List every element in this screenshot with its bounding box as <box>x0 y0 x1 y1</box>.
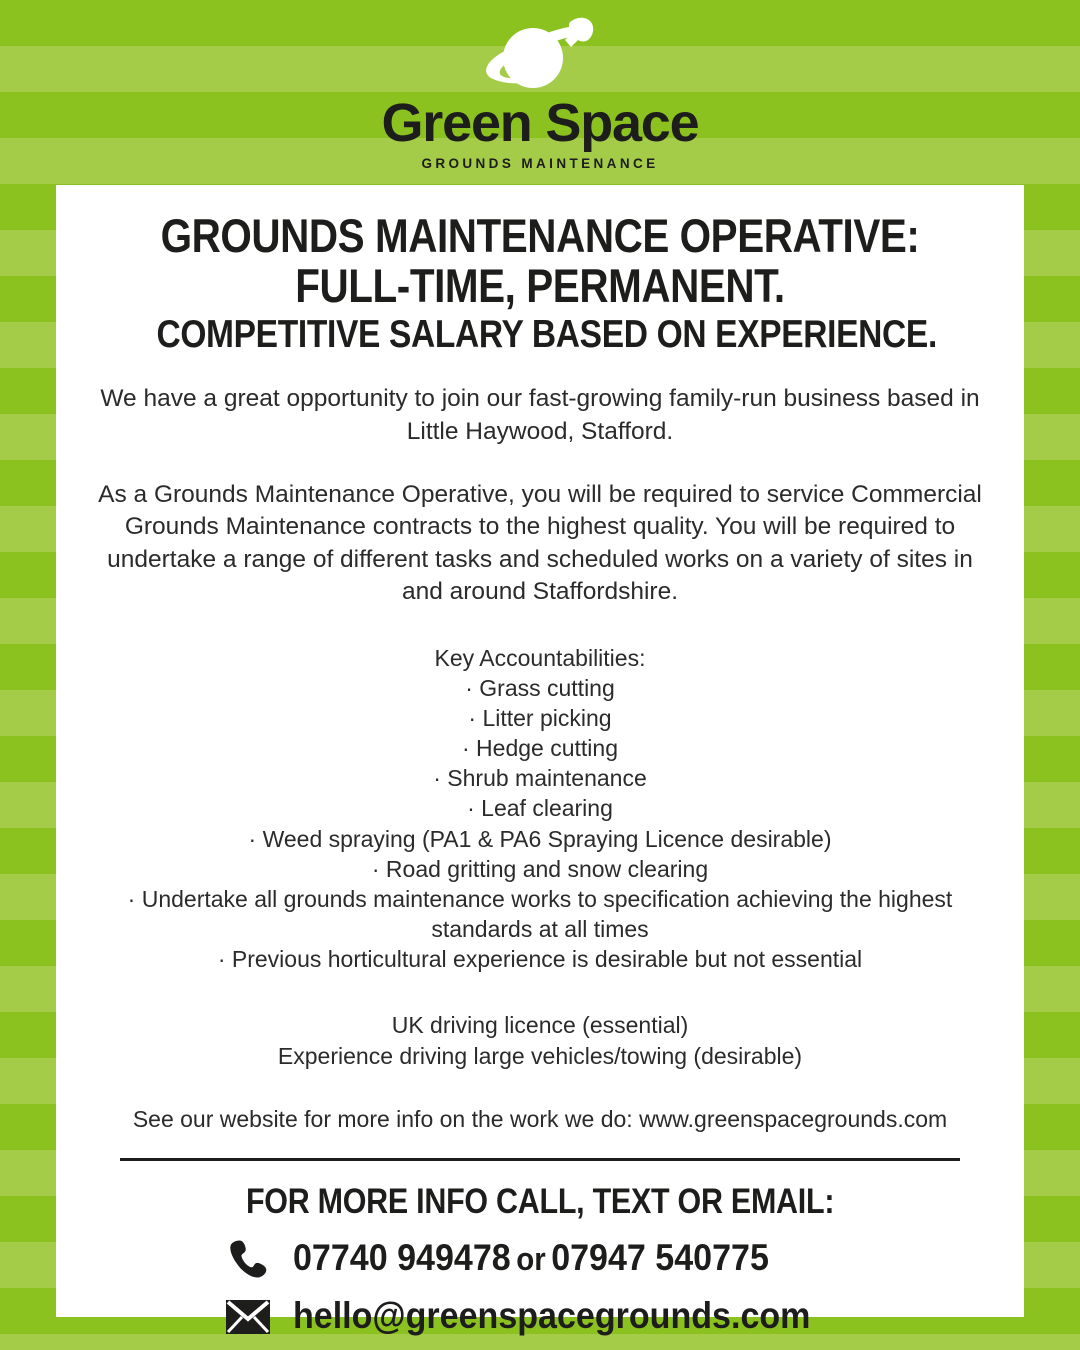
page-title <box>94 211 986 359</box>
list-item: · Litter picking <box>468 705 612 732</box>
phone-contact-row[interactable] <box>225 1236 855 1282</box>
accountabilities-heading: Key Accountabilities: <box>434 644 646 671</box>
headline-line-1: GROUNDS MAINTENANCE OPERATIVE: <box>160 209 920 262</box>
licence-requirements <box>94 1010 986 1071</box>
logo-tagline: GROUNDS MAINTENANCE <box>421 156 659 171</box>
headline-line-3: COMPETITIVE SALARY BASED ON EXPERIENCE. <box>156 312 937 356</box>
email-address[interactable]: hello@greenspacegrounds.com <box>292 1295 811 1337</box>
contact-rows <box>225 1236 855 1340</box>
brand-logo-block <box>0 16 1080 176</box>
intro-paragraph-2: As a Grounds Maintenance Operative, you will be required to service Commercial Grounds Maintenance contracts to the highest quality. You will be required to undertake a range of different tasks and scheduled works on a variety of sites in and around Staffordshire. <box>98 480 982 606</box>
contact-footer <box>94 1183 986 1340</box>
phone-separator: or <box>516 1241 546 1278</box>
list-item: · Road gritting and snow clearing <box>371 855 709 882</box>
footer-divider <box>120 1158 960 1161</box>
list-item: · Previous horticultural experience is desirable but not essential <box>217 946 863 973</box>
licence-line-1: UK driving licence (essential) <box>391 1012 689 1039</box>
licence-line-2: Experience driving large vehicles/towing (desirable) <box>277 1042 803 1069</box>
website-line[interactable]: See our website for more info on the work we do: www.greenspacegrounds.com <box>132 1106 948 1133</box>
list-item: · Weed spraying (PA1 & PA6 Spraying Licence desirable) <box>248 825 832 852</box>
email-contact-row[interactable] <box>225 1294 855 1340</box>
headline-line-2: FULL-TIME, PERMANENT. <box>295 258 785 312</box>
intro-copy <box>94 383 986 608</box>
phone-primary[interactable]: 07740 949478 <box>292 1237 511 1279</box>
phone-secondary[interactable]: 07947 540775 <box>550 1237 769 1279</box>
phone-numbers[interactable] <box>293 1239 769 1278</box>
content-card <box>56 185 1024 1337</box>
phone-icon <box>225 1236 271 1282</box>
logo-wordmark: Green Space <box>381 93 699 153</box>
list-item: · Shrub maintenance <box>433 765 647 792</box>
list-item: · Leaf clearing <box>467 795 613 822</box>
list-item: · Hedge cutting <box>462 735 618 762</box>
intro-paragraph-1: We have a great opportunity to join our fast-growing family-run business based in Little Haywood, Stafford. <box>100 385 980 445</box>
envelope-icon <box>225 1294 271 1340</box>
planet-spade-icon <box>475 16 605 94</box>
list-item: · Grass cutting <box>465 674 615 701</box>
footer-title: FOR MORE INFO CALL, TEXT OR EMAIL: <box>245 1182 835 1222</box>
list-item: · Undertake all grounds maintenance works to specification achieving the highest standards at all times <box>127 885 953 942</box>
accountabilities-list <box>94 643 986 974</box>
